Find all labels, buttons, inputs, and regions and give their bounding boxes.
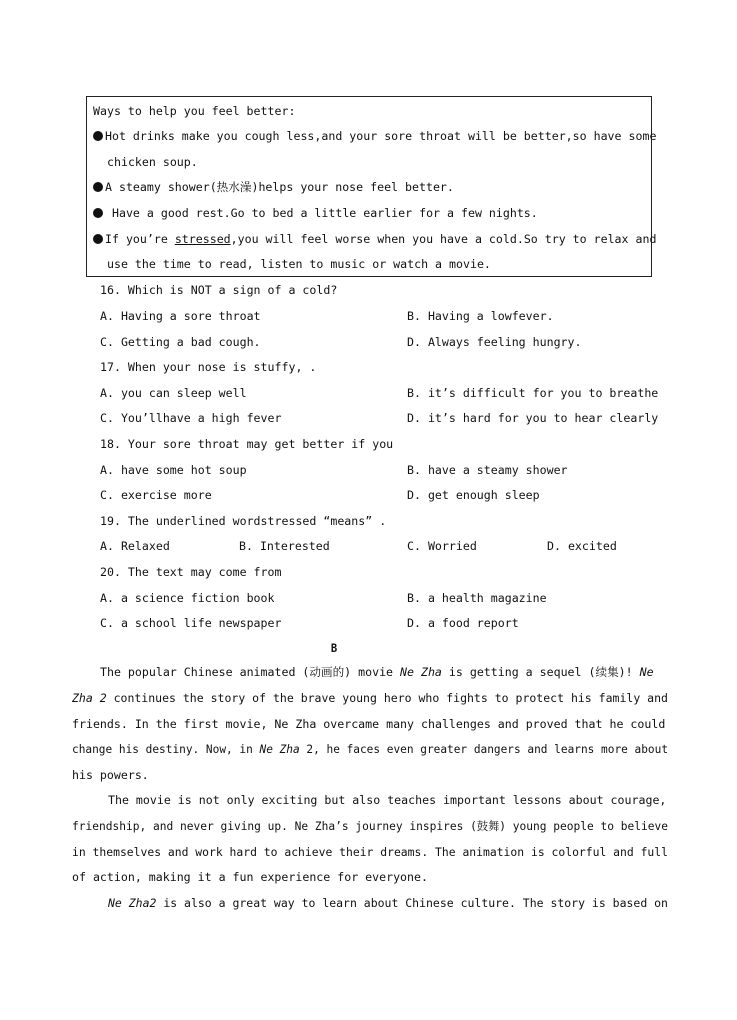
underlined-word: stressed bbox=[174, 232, 231, 246]
q18-option-a: A. have some hot soup bbox=[100, 463, 247, 477]
q20-option-d: D. a food report bbox=[407, 616, 519, 630]
bullet-icon bbox=[93, 182, 103, 192]
bullet-icon bbox=[93, 234, 103, 244]
tip-2: A steamy shower(热水澡)helps your nose feel better. bbox=[93, 180, 454, 194]
para1-line4: change his destiny. Now, in Ne Zha 2, he faces even greater dangers and learns more about bbox=[72, 742, 669, 756]
q18-option-d: D. get enough sleep bbox=[407, 488, 540, 502]
bullet-icon bbox=[93, 131, 103, 141]
q17-option-b: B. it’s difficult for you to breathe bbox=[407, 386, 659, 400]
para1-line5: his powers. bbox=[72, 768, 149, 782]
q17-option-d: D. it’s hard for you to hear clearly bbox=[407, 411, 659, 425]
q19-option-a: A. Relaxed bbox=[100, 539, 170, 553]
tip-1: Hot drinks make you cough less,and your sore throat will be better,so have some bbox=[93, 129, 656, 143]
question-18: 18. Your sore throat may get better if you bbox=[100, 437, 394, 451]
q20-option-a: A. a science fiction book bbox=[100, 591, 275, 605]
question-17: 17. When your nose is stuffy, . bbox=[100, 360, 317, 374]
q20-option-b: B. a health magazine bbox=[407, 591, 547, 605]
q17-option-c: C. You’llhave a high fever bbox=[100, 411, 282, 425]
question-16: 16. Which is NOT a sign of a cold? bbox=[100, 283, 338, 297]
q16-option-a: A. Having a sore throat bbox=[100, 309, 261, 323]
q18-option-c: C. exercise more bbox=[100, 488, 212, 502]
q16-option-c: C. Getting a bad cough. bbox=[100, 335, 261, 349]
q20-option-c: C. a school life newspaper bbox=[100, 616, 282, 630]
q19-option-d: D. excited bbox=[547, 539, 617, 553]
tip-3: Have a good rest.Go to bed a little earlier for a few nights. bbox=[93, 206, 538, 220]
para2-line1: The movie is not only exciting but also teaches important lessons about courage, bbox=[108, 793, 667, 807]
q16-option-d: D. Always feeling hungry. bbox=[407, 335, 582, 349]
para2-line2: friendship, and never giving up. Ne Zha’s journey inspires (鼓舞) young people to believe bbox=[72, 819, 668, 833]
section-heading: B bbox=[330, 641, 338, 655]
tip-4-cont: use the time to read, listen to music or watch a movie. bbox=[107, 257, 491, 271]
tip-4: If you’re stressed,you will feel worse when you have a cold.So try to relax and bbox=[93, 232, 656, 246]
tips-title: Ways to help you feel better: bbox=[93, 104, 296, 118]
para3-line1: Ne Zha2 is also a great way to learn about Chinese culture. The story is based on bbox=[108, 896, 668, 910]
q19-option-b: B. Interested bbox=[239, 539, 330, 553]
para2-line3: in themselves and work hard to achieve their dreams. The animation is colorful and full bbox=[72, 845, 668, 859]
q19-option-c: C. Worried bbox=[407, 539, 477, 553]
q18-option-b: B. have a steamy shower bbox=[407, 463, 568, 477]
para1-line2: Zha 2 continues the story of the brave young hero who fights to protect his family and bbox=[72, 691, 668, 705]
bullet-icon bbox=[93, 208, 103, 218]
para1-line3: friends. In the first movie, Ne Zha overcame many challenges and proved that he could bbox=[72, 717, 666, 731]
q16-option-b: B. Having a lowfever. bbox=[407, 309, 554, 323]
para2-line4: of action, making it a fun experience for everyone. bbox=[72, 870, 428, 884]
question-19: 19. The underlined wordstressed “means” . bbox=[100, 514, 387, 528]
q17-option-a: A. you can sleep well bbox=[100, 386, 247, 400]
tip-1-cont: chicken soup. bbox=[107, 155, 198, 169]
para1-line1: The popular Chinese animated (动画的) movie Ne Zha is getting a sequel (续集)! Ne bbox=[100, 665, 654, 679]
question-20: 20. The text may come from bbox=[100, 565, 282, 579]
